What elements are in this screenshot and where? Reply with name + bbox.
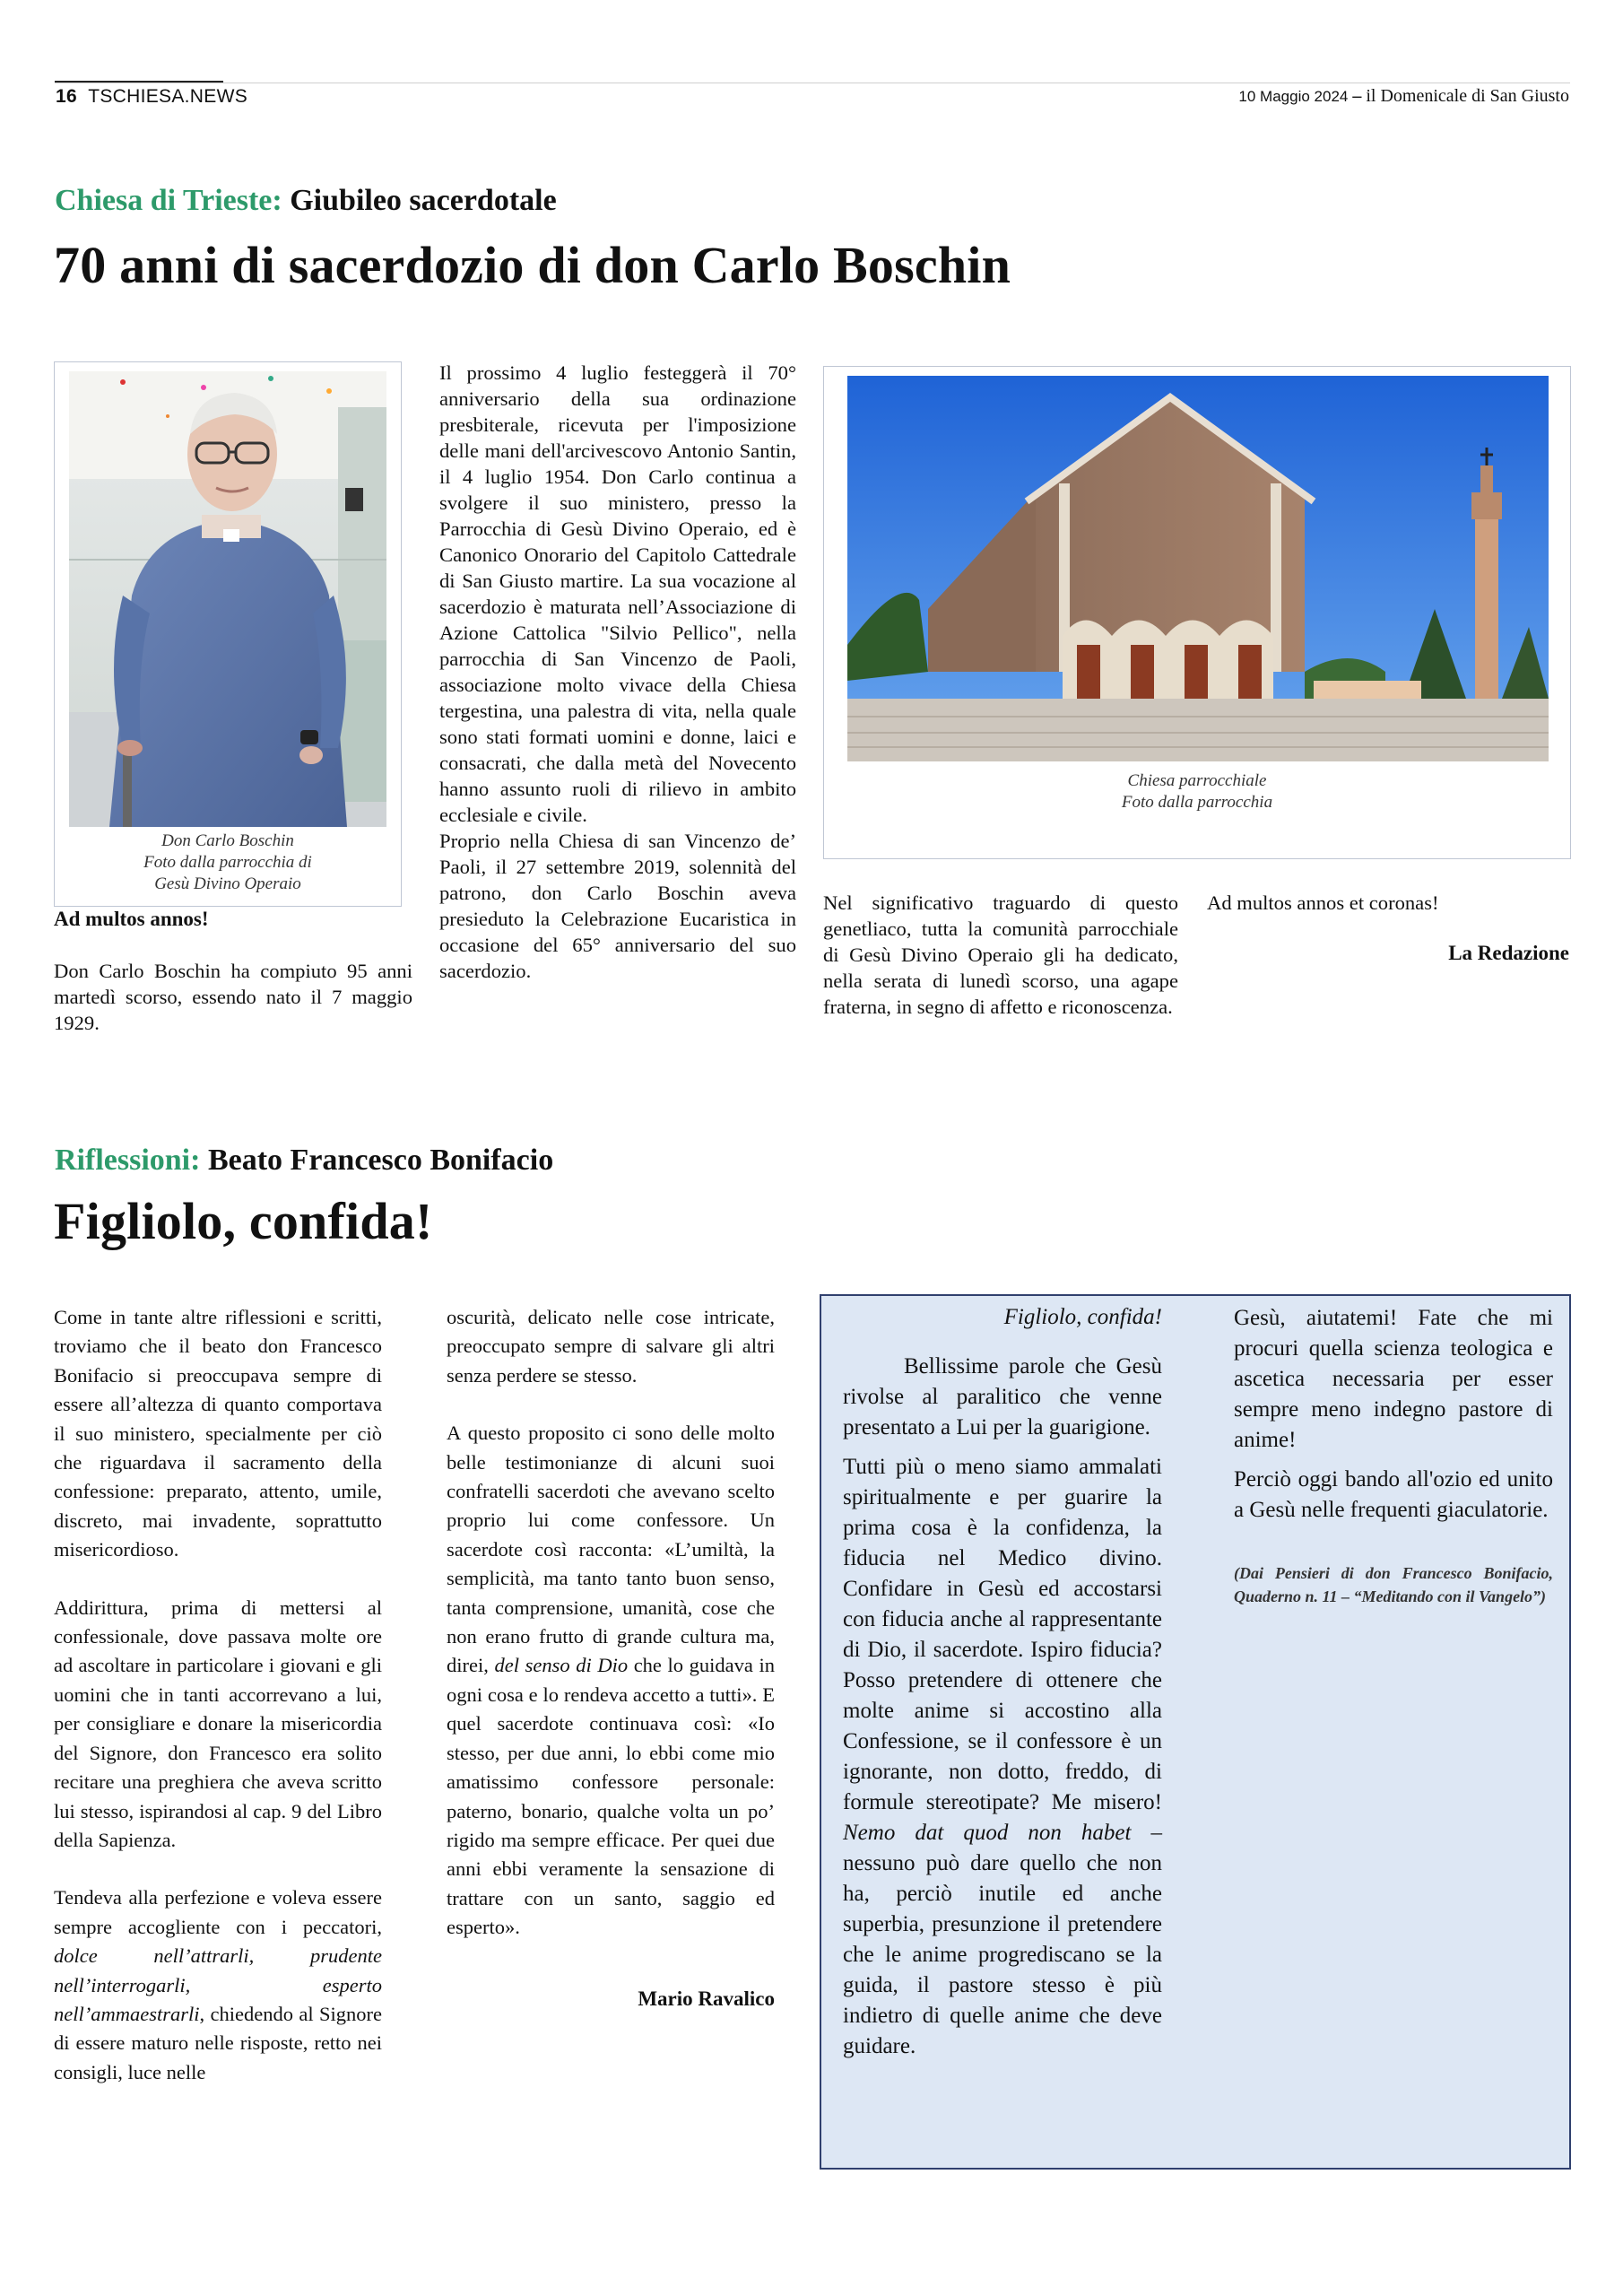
quote-source: (Dai Pensieri di don Francesco Bonifacio, Quaderno n. 11 – “Meditando con il Vangelo”) bbox=[1234, 1564, 1553, 1605]
article1-column-4 bbox=[1207, 890, 1569, 916]
paragraph: Nel significativo traguardo di questo genetliaco, tutta la comunità parrocchiale di Gesù Divino Operaio gli ha dedicato, nella serata di lunedì scorso, una agape fraterna, in segno di affetto e riconoscenza. bbox=[823, 891, 1178, 1018]
page-number: 16 bbox=[56, 86, 77, 107]
italic-run: del senso di Dio bbox=[494, 1654, 629, 1677]
paragraph: Don Carlo Boschin ha compiuto 95 anni martedì scorso, essendo nato il 7 maggio 1929. bbox=[54, 960, 412, 1034]
article1-signature: La Redazione bbox=[1448, 942, 1569, 964]
portrait-caption bbox=[55, 831, 401, 895]
italic-run: dolce nell’attrarli, prudente nell’interrogarli, esperto nell’ammaestrarli bbox=[54, 1944, 382, 2025]
paragraph bbox=[447, 1419, 775, 1942]
paragraph: Bellissime parole che Gesù rivolse al paralitico che venne presentato a Lui per la guarigione. bbox=[843, 1354, 1162, 1439]
article1-topic: Giubileo sacerdotale bbox=[290, 184, 557, 217]
page-header-left bbox=[56, 86, 247, 108]
site-name: TSCHIESA.NEWS bbox=[88, 86, 248, 107]
portrait-caption-line: Gesù Divino Operaio bbox=[154, 874, 301, 893]
church-figure bbox=[823, 366, 1571, 859]
church-photo bbox=[847, 376, 1549, 761]
paragraph: oscurità, delicato nelle cose intricate, preoccupato sempre di salvare gli altri senza perdere se stesso. bbox=[447, 1306, 775, 1387]
text-run: – nessuno può dare quello che non ha, perciò inutile ed anche superbia, presunzione il pretendere che le anime progrediscano se la guida, il pastore stesso è più indietro di quelle anime che deve guidare. bbox=[843, 1821, 1162, 2058]
paragraph: Ad multos annos et coronas! bbox=[1207, 891, 1439, 914]
portrait-figure bbox=[54, 361, 402, 907]
article1-column-1 bbox=[54, 958, 412, 1036]
text-run: A questo proposito ci sono delle molto belle testimonianze di alcuni suoi confratelli sacerdoti che avevano scelto proprio lui come confessore. Un sacerdote così racconta: «L’umiltà, la semplicità, ma tanto tanto buon senso, tanta comprensione, umanità, cose che non erano frutto di grande cultura ma, direi, bbox=[447, 1422, 775, 1677]
paragraph: Come in tante altre riflessioni e scritti, troviamo che il beato don Francesco Bonifacio si preoccupava sempre di essere all’altezza di quanto comportava il suo ministero, specialmente per ciò che riguardava il sacramento della confessione: preparato, attento, umile, discreto, mai invadente, soprattutto misericordioso. bbox=[54, 1306, 382, 1561]
article1-greeting: Ad multos annos! bbox=[54, 908, 209, 930]
text-run: , chiedendo al Signore di essere maturo nelle risposte, retto nei consigli, luce nelle bbox=[54, 2002, 382, 2083]
quote-box-heading: Figliolo, confida! bbox=[1003, 1305, 1162, 1329]
text-run: Tendeva alla perfezione e voleva essere sempre accogliente con i peccatori, bbox=[54, 1886, 382, 1938]
paragraph: Addirittura, prima di mettersi al confessionale, dove passava molte ore ad ascoltare in particolare i giovani e gli uomini che in tanti accorrevano a lui, per consigliare e donare la misericordia del Signore, don Francesco era solito recitare una preghiera che aveva scritto lui stesso, ispirandosi al cap. 9 del Libro della Sapienza. bbox=[54, 1596, 382, 1851]
article1-column-3 bbox=[823, 890, 1178, 1020]
portrait-photo bbox=[69, 371, 386, 827]
paragraph: Gesù, aiutatemi! Fate che mi procuri quella scienza teologica e ascetica necessaria per esser sempre meno indegno pastore di anime! bbox=[1234, 1306, 1553, 1452]
article1-category: Chiesa di Trieste: bbox=[55, 184, 282, 217]
article1-kicker bbox=[55, 184, 557, 218]
text-run: che lo guidava in ogni cosa e lo rendeva accetto a tutti». E quel sacerdote continuava così: «Io stesso, per due anni, lo ebbi come mio amatissimo confessore personale: paterno, bonario, qualche volta un po’ rigido ma sempre efficace. Per quei due anni ebbi veramente la sensazione di trattare con un santo, saggio ed esperto». bbox=[447, 1654, 775, 1939]
article2-title: Figliolo, confida! bbox=[54, 1192, 433, 1250]
portrait-caption-line: Foto dalla parrocchia di bbox=[143, 853, 312, 872]
paragraph bbox=[843, 1452, 1162, 2062]
portrait-caption-line: Don Carlo Boschin bbox=[161, 831, 294, 850]
page-header-right bbox=[1238, 86, 1569, 107]
article2-kicker bbox=[55, 1144, 553, 1178]
article2-signature: Mario Ravalico bbox=[638, 1987, 775, 2010]
article1-column-2 bbox=[439, 360, 796, 984]
church-caption bbox=[824, 770, 1570, 813]
paragraph: Perciò oggi bando all'ozio ed unito a Gesù nelle frequenti giaculatorie. bbox=[1234, 1467, 1553, 1522]
church-caption-line: Foto dalla parrocchia bbox=[1121, 793, 1273, 812]
issue-date: 10 Maggio 2024 bbox=[1238, 88, 1349, 105]
paragraph bbox=[54, 1883, 382, 2087]
quote-box-column-1 bbox=[843, 1352, 1162, 2062]
paragraph: Il prossimo 4 luglio festeggerà il 70° anniversario della sua ordinazione presbiterale, ricevuta per l'imposizione delle mani dell'arcivescovo Antonio Santin, il 4 luglio 1954. Don Carlo continua a svolgere il suo ministero, presso la Parrocchia di Gesù Divino Operaio, ed è Canonico Onorario del Capitolo Cattedrale di San Giusto martire. La sua vocazione al sacerdozio è maturata nell’Associazione di Azione Cattolica "Silvio Pellico", nella parrocchia di San Vincenzo de Paoli, associazione molto vivace della Chiesa tergestina, una palestra di vita, nella quale sono stati formati uomini e donne, laici e consacrati, che dalla metà del Novecento hanno assunto ruoli di rilievo in ambito ecclesiale e civile. bbox=[439, 361, 796, 826]
article2-category: Riflessioni: bbox=[55, 1144, 201, 1177]
article2-column-1 bbox=[54, 1303, 382, 2087]
italic-run: Nemo dat quod non habet bbox=[843, 1821, 1132, 1845]
article1-title: 70 anni di sacerdozio di don Carlo Boschin bbox=[54, 236, 1011, 294]
text-run: Tutti più o meno siamo ammalati spiritualmente e per guarire la prima cosa è la confidenza, la fiducia nel Medico divino. Confidare in Gesù ed accostarsi con fiducia anche al rappresentante di Dio, il sacerdote. Ispiro fiducia? Posso pretendere di ottenere che molte anime si accostino alla Confessione, se il confessore è un ignorante, non dotto, freddo, di formule stereotipate? Me misero! bbox=[843, 1455, 1162, 1814]
church-caption-line: Chiesa parrocchiale bbox=[1127, 771, 1267, 790]
article2-topic: Beato Francesco Bonifacio bbox=[207, 1144, 554, 1177]
header-separator: – bbox=[1352, 86, 1362, 106]
quote-box-column-2 bbox=[1234, 1303, 1553, 1608]
paragraph: Proprio nella Chiesa di san Vincenzo de’ Paoli, il 27 settembre 2019, solennità del patrono, don Carlo Boschin aveva presieduto la Celebrazione Eucaristica in occasione del 65° anniversario del suo sacerdozio. bbox=[439, 830, 796, 982]
quote-box bbox=[820, 1294, 1571, 2170]
publication-name: il Domenicale di San Giusto bbox=[1366, 86, 1569, 106]
article2-column-2 bbox=[447, 1303, 775, 1943]
